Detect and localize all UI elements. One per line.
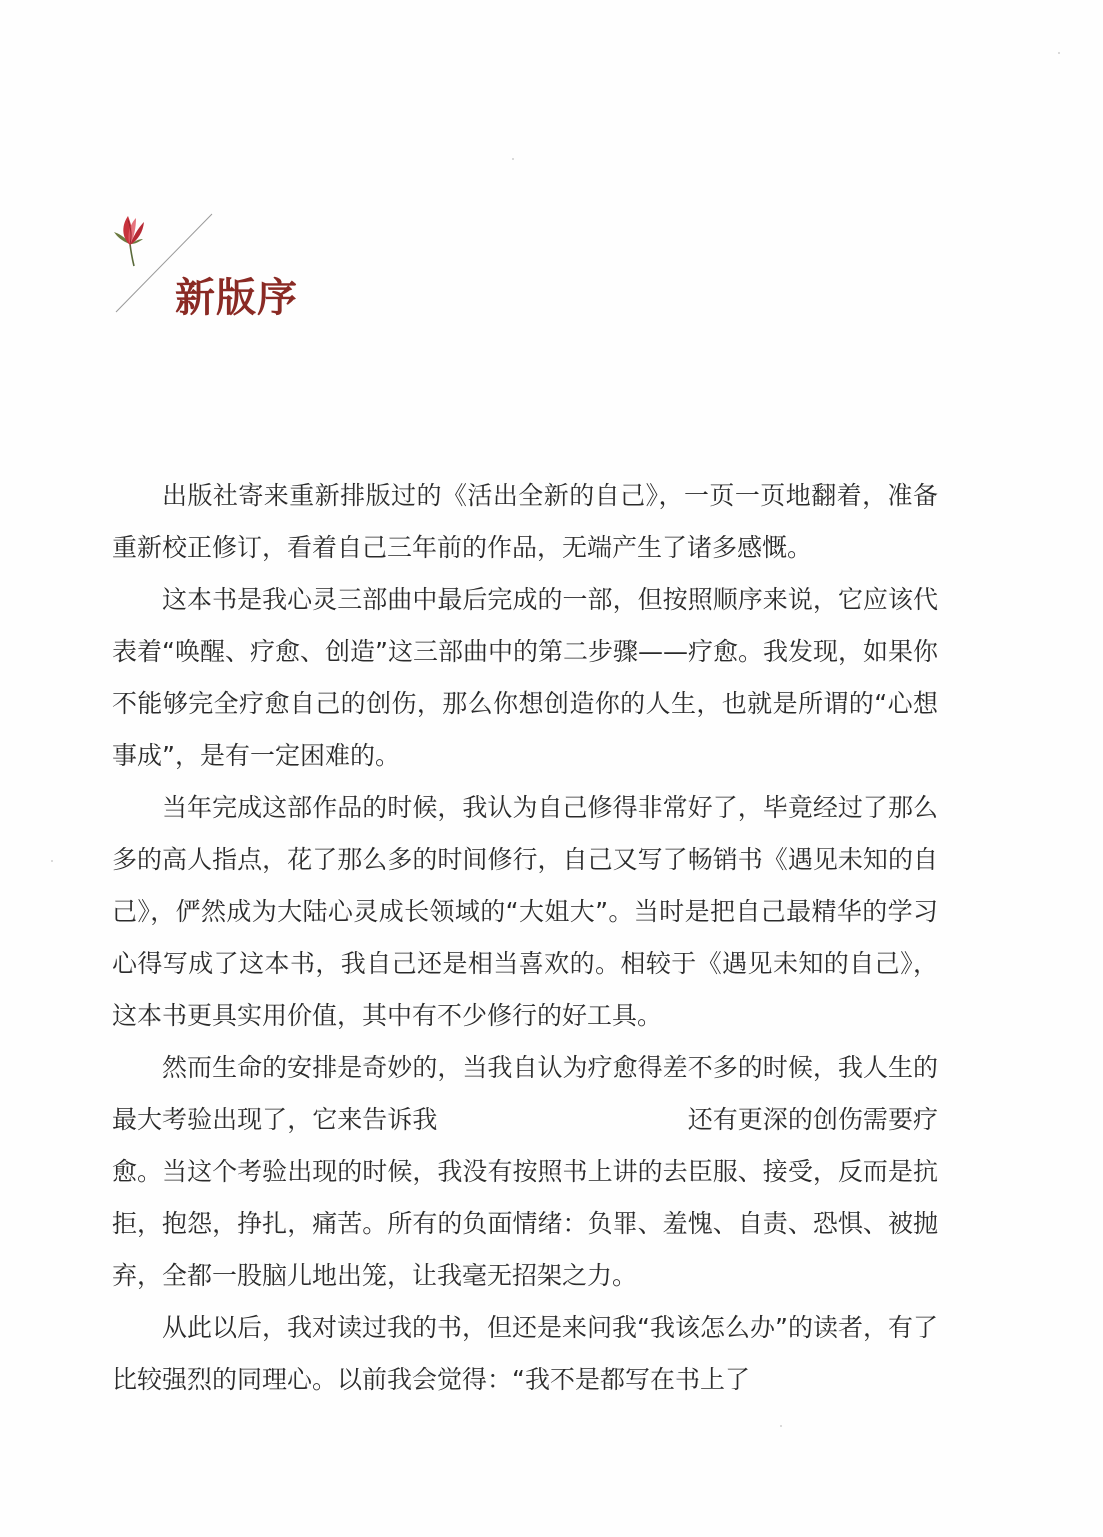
paragraph: 当年完成这部作品的时候，我认为自己修得非常好了，毕竟经过了那么多的高人指点，花了那么多的时间修行，自己又写了畅销书《遇见未知的自己》，俨然成为大陆心灵成长领域的“大姐大”。当时是把自己最精华的学习心得写成了这本书，我自己还是相当喜欢的。相较于《遇见未知的自己》，这本书更具实用价值，其中有不少修行的好工具。: [112, 793, 938, 1030]
body-text: [112, 470, 938, 1406]
paper-speck: [51, 860, 53, 862]
paper-speck: [512, 158, 514, 160]
paragraph: 这本书是我心灵三部曲中最后完成的一部，但按照顺序来说，它应该代表着“唤醒、疗愈、创造”这三部曲中的第二步骤——疗愈。我发现，如果你不能够完全疗愈自己的创伤，那么你想创造你的人生，也就是所谓的“心想事成”，是有一定困难的。: [112, 585, 938, 770]
paper-speck: [1058, 52, 1060, 54]
paragraph: 然而生命的安排是奇妙的，当我自认为疗愈得差不多的时候，我人生的最大考验出现了，它来告诉我 还有更深的创伤需要疗愈。当这个考验出现的时候，我没有按照书上讲的去臣服、接受，反而是抗拒，抱怨，挣扎，痛苦。所有的负面情绪：负罪、羞愧、自责、恐惧、被抛弃，全都一股脑儿地出笼，让我毫无招架之力。: [112, 1053, 938, 1290]
paper-speck: [780, 1425, 782, 1427]
page-title: 新版序: [175, 274, 298, 321]
paragraph: 从此以后，我对读过我的书，但还是来问我“我该怎么办”的读者，有了比较强烈的同理心。以前我会觉得：“我不是都写在书上了: [112, 1313, 938, 1394]
paragraph: 出版社寄来重新排版过的《活出全新的自己》，一页一页地翻着，准备重新校正修订，看着自己三年前的作品，无端产生了诸多感慨。: [112, 481, 938, 562]
